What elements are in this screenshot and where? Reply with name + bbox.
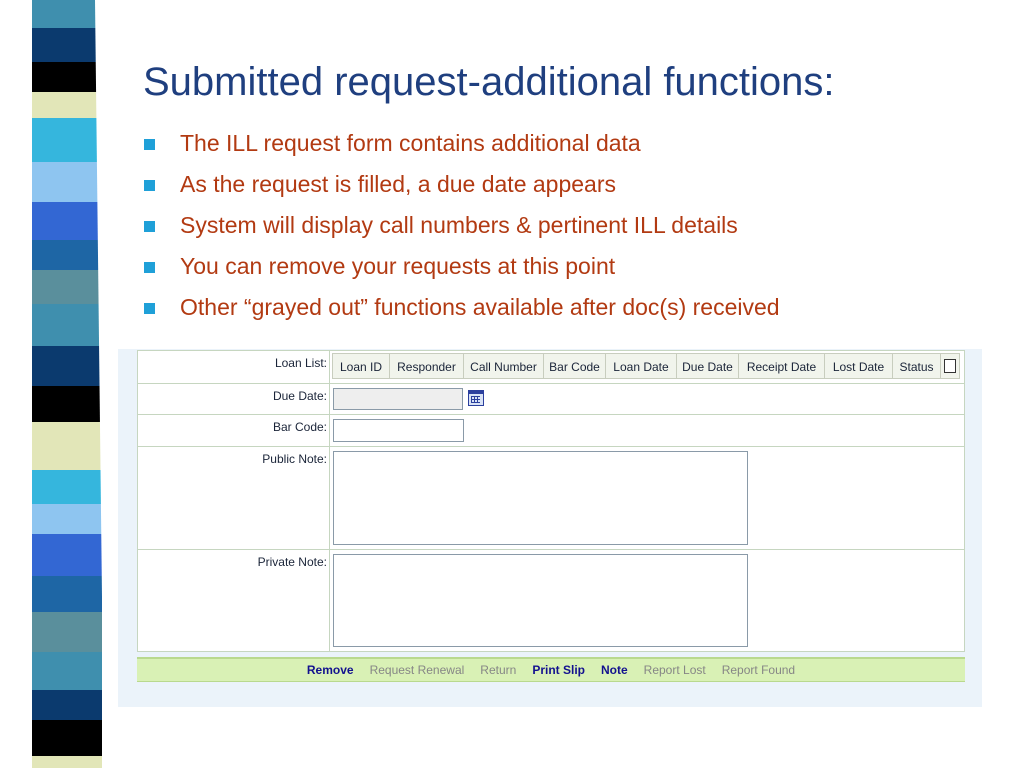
column-header-bar-code[interactable]: Bar Code	[543, 353, 605, 379]
stripe-band	[32, 62, 102, 92]
public-note-row	[138, 447, 964, 550]
square-bullet-icon	[144, 303, 155, 314]
decorative-stripe	[0, 0, 118, 768]
stripe-band	[32, 690, 102, 720]
stripe-band	[32, 240, 102, 270]
loan-list-label: Loan List:	[138, 351, 330, 383]
stripe-band	[32, 28, 102, 62]
stripe-band	[32, 346, 102, 386]
loan-list-row	[138, 351, 964, 384]
stripe-band	[32, 118, 102, 162]
stripe-band	[32, 386, 102, 422]
square-bullet-icon	[144, 180, 155, 191]
stripe-band	[32, 504, 102, 534]
column-header-call-number[interactable]: Call Number	[463, 353, 543, 379]
private-note-row	[138, 550, 964, 651]
column-header-receipt-date[interactable]: Receipt Date	[738, 353, 824, 379]
stripe-band	[32, 756, 102, 768]
bullet-item	[143, 290, 780, 331]
bullet-item	[143, 167, 780, 208]
column-header-due-date[interactable]: Due Date	[676, 353, 738, 379]
bullet-text: You can remove your requests at this point	[180, 253, 616, 279]
stripe-band	[32, 304, 102, 346]
bar-code-field[interactable]	[333, 419, 464, 442]
bullet-text: System will display call numbers & pertinent ILL details	[180, 212, 738, 238]
stripe-band	[32, 162, 102, 202]
bullet-item	[143, 249, 780, 290]
square-bullet-icon	[144, 262, 155, 273]
stripe-band	[32, 202, 102, 240]
checkbox-icon[interactable]	[944, 359, 956, 373]
public-note-textarea[interactable]	[333, 451, 748, 545]
bar-code-label: Bar Code:	[138, 415, 330, 446]
stripe-band	[32, 422, 102, 470]
column-header-responder[interactable]: Responder	[389, 353, 463, 379]
column-header-lost-date[interactable]: Lost Date	[824, 353, 892, 379]
stripe-band	[32, 270, 102, 304]
return-button[interactable]: Return	[480, 663, 517, 677]
ill-request-form	[137, 350, 965, 652]
bullet-text: The ILL request form contains additional data	[180, 130, 641, 156]
action-bar	[137, 657, 965, 682]
square-bullet-icon	[144, 221, 155, 232]
remove-button[interactable]: Remove	[306, 663, 354, 677]
column-header-status[interactable]: Status	[892, 353, 940, 379]
due-date-field[interactable]	[333, 388, 463, 410]
due-date-row	[138, 384, 964, 415]
public-note-label: Public Note:	[138, 447, 330, 549]
stripe-band	[32, 92, 102, 118]
due-date-label: Due Date:	[138, 384, 330, 414]
select-all-column[interactable]	[940, 353, 960, 379]
stripe-band	[32, 612, 102, 652]
square-bullet-icon	[144, 139, 155, 150]
bullet-text: Other “grayed out” functions available after doc(s) received	[180, 294, 780, 320]
stripe-band	[32, 470, 102, 504]
bar-code-row	[138, 415, 964, 447]
calendar-icon[interactable]	[468, 390, 484, 406]
loan-list-cell	[331, 351, 964, 383]
stripe-band	[32, 576, 102, 612]
stripe-band	[32, 652, 102, 690]
column-header-loan-date[interactable]: Loan Date	[605, 353, 676, 379]
stripe-band	[32, 720, 102, 756]
slide-title: Submitted request-additional functions:	[143, 60, 835, 104]
private-note-cell	[331, 550, 964, 651]
report-lost-button[interactable]: Report Lost	[643, 663, 706, 677]
bullet-text: As the request is filled, a due date appears	[180, 171, 617, 197]
stripe-band	[32, 0, 102, 28]
note-button[interactable]: Note	[601, 663, 628, 677]
public-note-cell	[331, 447, 964, 549]
private-note-label: Private Note:	[138, 550, 330, 651]
ill-request-screenshot	[118, 349, 982, 707]
bullet-item	[143, 208, 780, 249]
loan-list-table-header	[332, 353, 960, 379]
report-found-button[interactable]: Report Found	[721, 663, 796, 677]
bullet-item	[143, 126, 780, 167]
due-date-cell	[331, 384, 964, 414]
stripe-band	[32, 534, 102, 576]
bullet-list	[143, 126, 780, 331]
print-slip-button[interactable]: Print Slip	[532, 663, 585, 677]
private-note-textarea[interactable]	[333, 554, 748, 647]
column-header-loan-id[interactable]: Loan ID	[332, 353, 389, 379]
bar-code-cell	[331, 415, 964, 446]
request-renewal-button[interactable]: Request Renewal	[369, 663, 465, 677]
